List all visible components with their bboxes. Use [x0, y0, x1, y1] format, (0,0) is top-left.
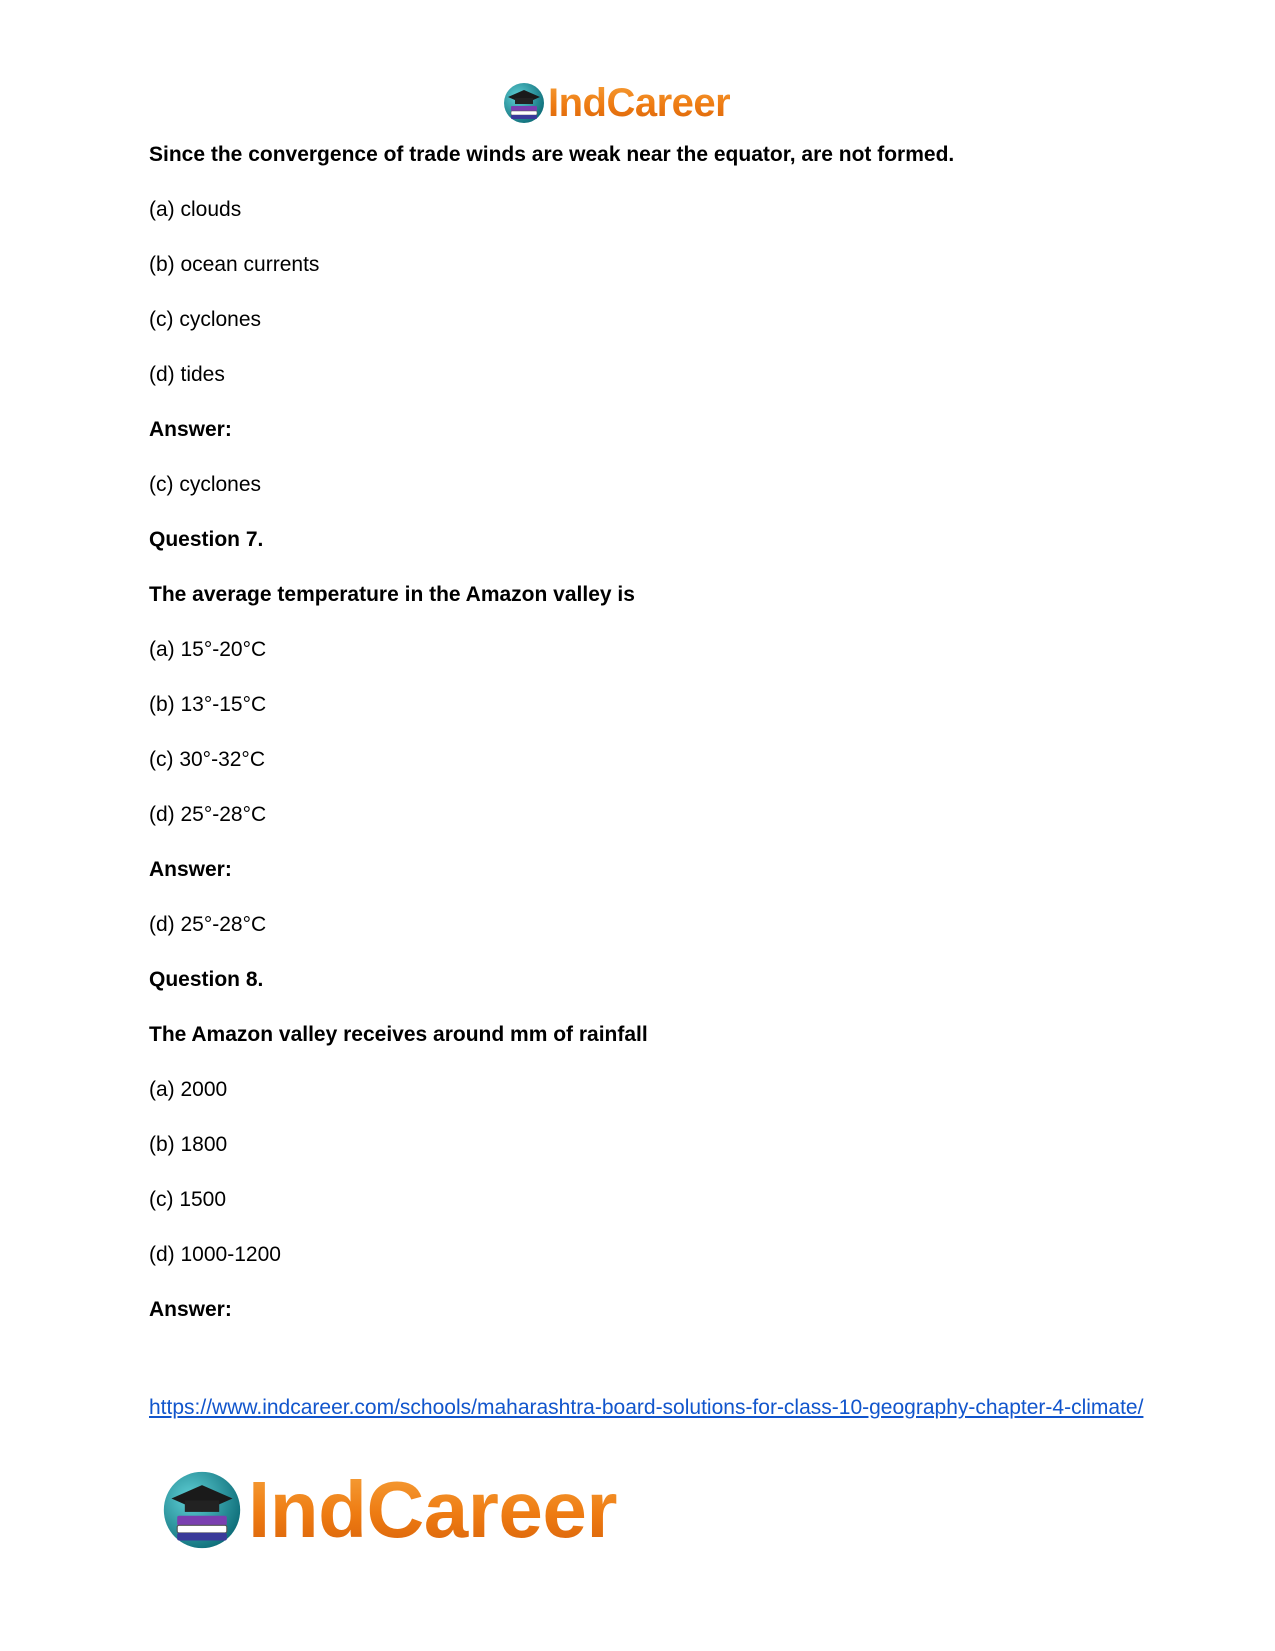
option-text: (d) tides [149, 363, 225, 386]
answer-label: Answer: [149, 418, 232, 441]
graduation-book-icon [502, 81, 546, 125]
source-link[interactable]: https://www.indcareer.com/schools/maharashtra-board-solutions-for-class-10-geography-chapter-4-climate/ [149, 1396, 1144, 1419]
option-text: (b) 13°-15°C [149, 693, 267, 716]
option-text: (d) 25°-28°C [149, 913, 267, 936]
option-text: (a) clouds [149, 198, 242, 221]
question-heading: Question 7. [149, 528, 264, 551]
option-text: (d) 25°-28°C [149, 803, 267, 826]
document-body [149, 142, 1129, 1352]
header-logo [502, 80, 730, 126]
question-text: The average temperature in the Amazon valley is [149, 583, 635, 606]
question-heading: Question 8. [149, 968, 264, 991]
answer-label: Answer: [149, 1298, 232, 1321]
option-text: (a) 15°-20°C [149, 638, 267, 661]
footer-logo-text: IndCareer [248, 1465, 617, 1554]
question-text: The Amazon valley receives around mm of rainfall [149, 1023, 648, 1046]
option-text: (b) ocean currents [149, 253, 320, 276]
option-text: (c) cyclones [149, 308, 262, 331]
question-text: Since the convergence of trade winds are weak near the equator, are not formed. [149, 143, 955, 166]
answer-label: Answer: [149, 858, 232, 881]
option-text: (d) 1000-1200 [149, 1243, 281, 1266]
option-text: (a) 2000 [149, 1078, 228, 1101]
header-logo-text: IndCareer [548, 81, 731, 125]
graduation-book-icon [160, 1468, 244, 1552]
option-text: (c) 1500 [149, 1188, 227, 1211]
option-text: (c) 30°-32°C [149, 748, 265, 771]
footer-logo [160, 1465, 617, 1554]
option-text: (c) cyclones [149, 473, 262, 496]
option-text: (b) 1800 [149, 1133, 228, 1156]
